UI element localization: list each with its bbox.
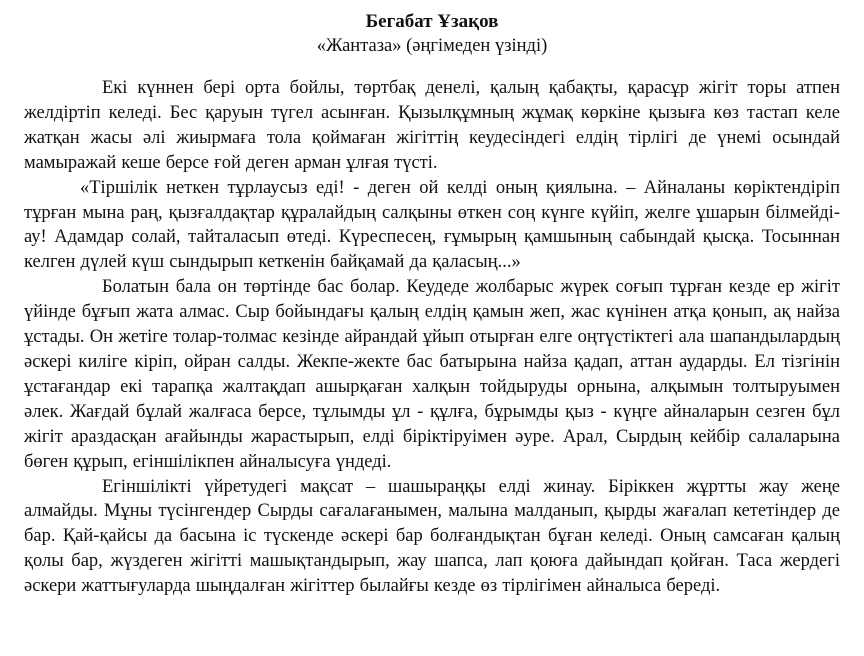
paragraph-quote: «Тіршілік неткен тұрлаусыз еді! - деген ой келді оның қиялына. – Айналаны көріктендіріп тұрған мына раң, қызғалдақтар құралайдың салқыны өткен соң күнге күйіп, желге ұшарын білмейді-ау! Адамдар солай, тайталасып өтеді. Күреспесең, ғұмырың қамшының сабындай қысқа. Тосыннан келген дүлей күш сындырып кеткенін байқамай да қаласың...» [24, 177, 840, 273]
author-name: Бегабат Ұзақов [365, 11, 499, 32]
paragraph: Егіншілікті үйретудегі мақсат – шашыраңқы елді жинау. Біріккен жұртты жау жеңе алмайды. Мұны түсінгендер Сырды сағалағанымен, малына малданып, қырды жағалап кететіндер де бар. Қай-қайсы да басына іс түскенде әскері бар болғандықтан бұған келеді. Оның самсаған қалың қолы бар, жүздеген жігітті машықтандырып, жау шапса, лап қоюға дайындап қойған. Таса жердегі әскери жаттығуларда шыңдалған жігіттер былайғы кезде өз тірлігімен айналыса береді. [24, 476, 840, 597]
work-title: «Жантаза» (әңгімеден үзінді) [316, 36, 548, 56]
story-excerpt [24, 76, 840, 599]
paragraph: Екі күннен бері орта бойлы, төртбақ денелі, қалың қабақты, қарасұр жігіт торы атпен желдіртіп келеді. Бес қаруын түгел асынған. Қызылқұмның жұмақ көркіне қызыға көз тастап келе жатқан жасы әлі жиырмаға тола қоймаған жігіттің кеудесіндегі елдің тірлігі де үнемі осындай мамыражай кеше берсе ғой деген арман ұлғая түсті. [24, 78, 840, 173]
paragraph: Болатын бала он төртінде бас болар. Кеудеде жолбарыс жүрек соғып тұрған кезде ер жігіт үйінде бұғып жата алмас. Сыр бойындағы қалың елдің қамын жеп, жас күнінен атқа қонып, ақ найза ұстады. Он жетіге толар-толмас кезінде айрандай ұйып отырған елге оңтүстіктегі ала шапандылардың әскері килігe кіріп, ойран салды. Жекпе-жекте бас батырына найза қадап, аттан аударды. Ел тізгінін ұстағандар екі тарапқа жалтақдап ашырқаған халқын тойдыруды орнына, алқымын толтыруымен әлек. Жағдай бұлай жалғаса берсе, тұлымды ұл - құлға, бұрымды қыз - күңге айналарын сезген бұл жігіт араздасқан ағайынды жарастырып, елді біріктіруімен әуре. Арал, Сырдың кейбір салаларына бөген құрып, егіншілікпен айналысуға үндеді. [24, 277, 840, 472]
document-header [24, 10, 840, 58]
